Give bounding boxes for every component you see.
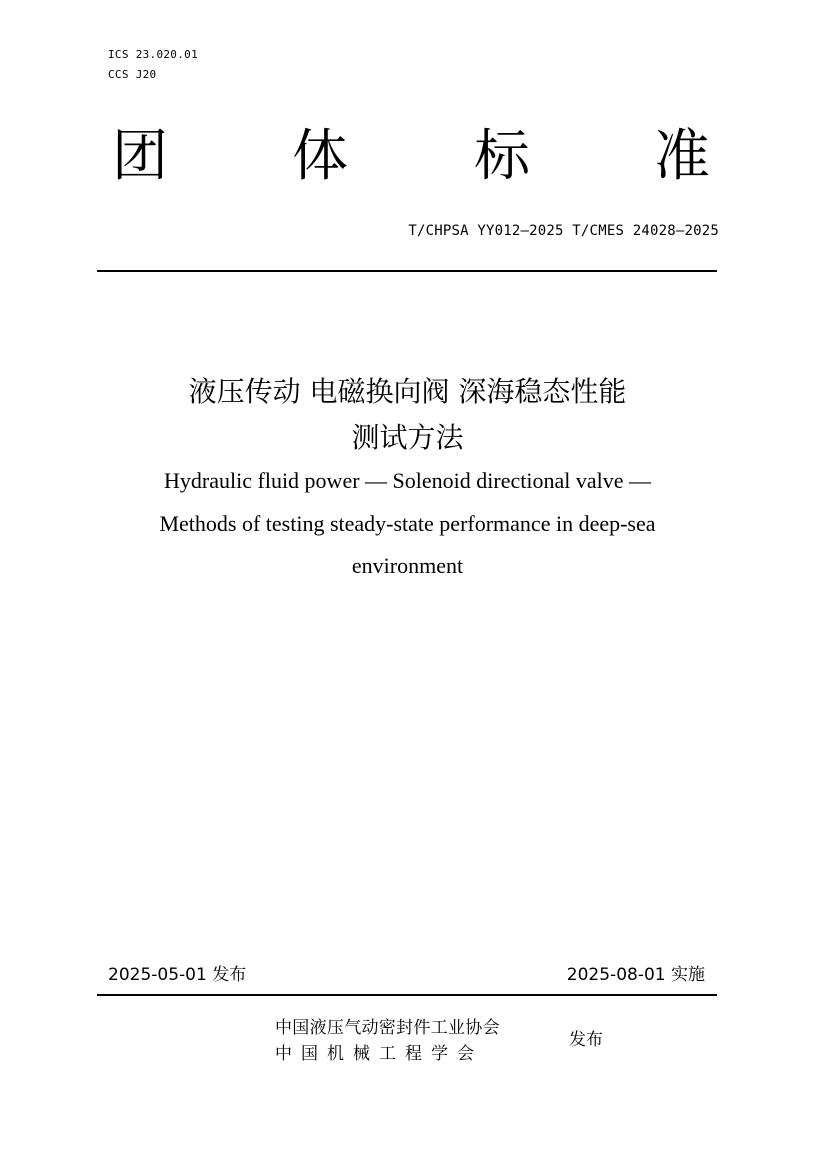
standard-codes: T/CHPSA YY012—2025 T/CMES 24028—2025 (408, 223, 719, 239)
ccs-code: CCS J20 (108, 68, 157, 81)
implement-date: 2025-08-01 实施 (566, 965, 705, 985)
standard-type-char: 标 (474, 124, 530, 189)
title-cn-line-1: 液压传动 电磁换向阀 深海稳态性能 (188, 375, 627, 408)
standard-type-char: 团 (112, 124, 168, 189)
publish-date: 2025-05-01 发布 (108, 965, 247, 985)
title-en-line-1: Hydraulic fluid power — Solenoid directional valve — (164, 468, 651, 493)
title-cn-line-2: 测试方法 (351, 421, 464, 454)
issuer-org-2: 中国机械工程学会 (275, 1044, 483, 1064)
title-en-line-2: Methods of testing steady-state performance in deep-sea (159, 511, 656, 536)
title-en-line-3: environment (351, 553, 464, 578)
footer-divider (97, 994, 717, 996)
standard-type-char: 体 (292, 124, 348, 189)
header-divider (97, 270, 717, 272)
ics-code: ICS 23.020.01 (108, 48, 198, 61)
issuer-org-1: 中国液压气动密封件工业协会 (275, 1018, 500, 1038)
issued-label: 发布 (569, 1030, 603, 1050)
standard-type-char: 准 (654, 124, 710, 189)
